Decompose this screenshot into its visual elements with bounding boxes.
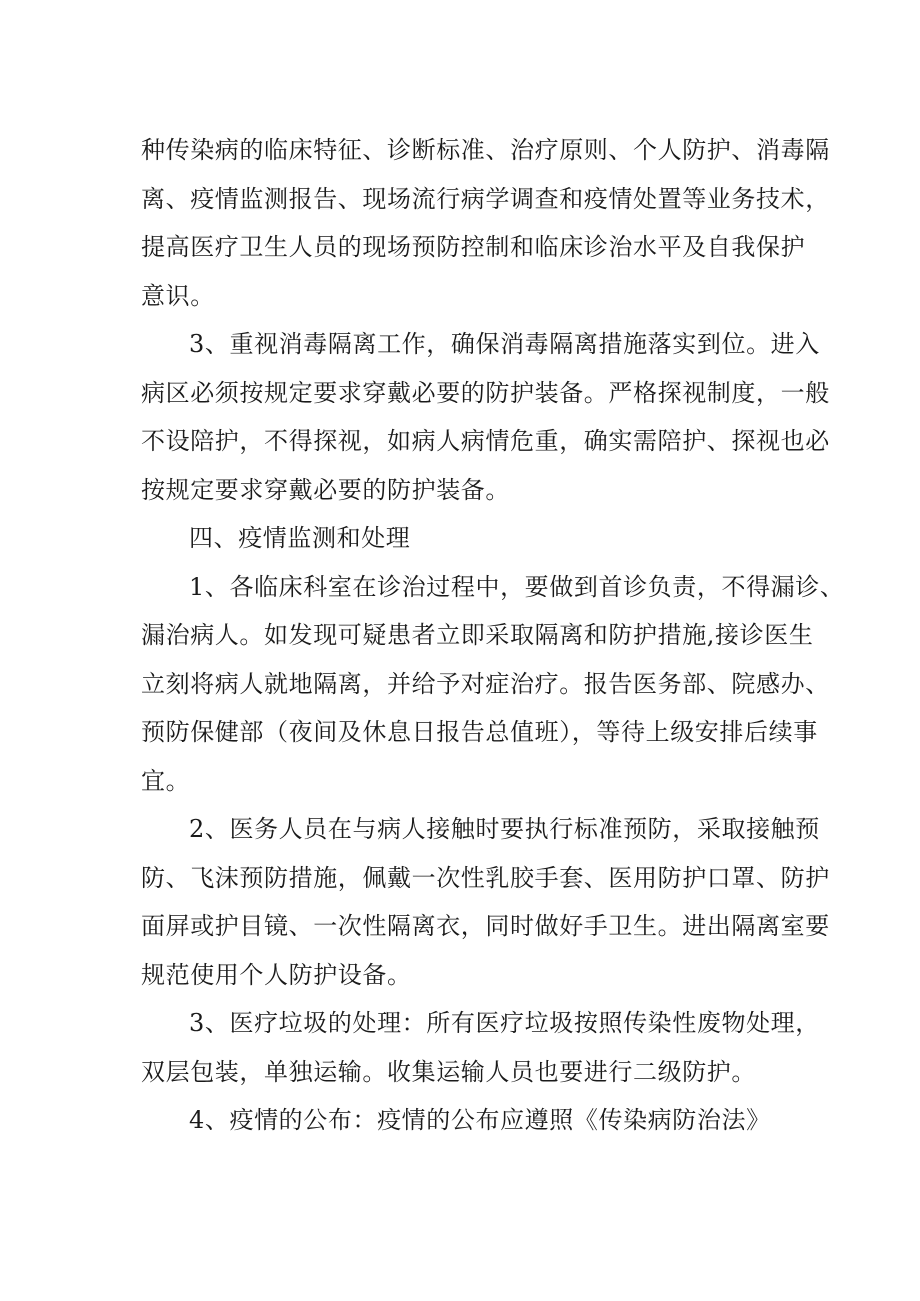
body-line: 提高医疗卫生人员的现场预防控制和临床诊治水平及自我保护 — [141, 233, 806, 261]
paragraph-first-line: 3、重视消毒隔离工作，确保消毒隔离措施落实到位。进入 — [189, 330, 820, 358]
body-line: 病区必须按规定要求穿戴必要的防护装备。严格探视制度，一般 — [141, 378, 830, 407]
body-line: 防、飞沫预防措施，佩戴一次性乳胶手套、医用防护口罩、防护 — [141, 863, 830, 892]
body-line: 规范使用个人防护设备。 — [141, 960, 412, 989]
section-heading: 四、疫情监测和处理 — [189, 524, 411, 552]
body-line: 按规定要求穿戴必要的防护装备。 — [141, 475, 510, 504]
document-body — [141, 126, 845, 1145]
paragraph-first-line: 3、医疗垃圾的处理：所有医疗垃圾按照传染性废物处理， — [189, 1009, 820, 1037]
body-line: 不设陪护，不得探视，如病人病情危重，确实需陪护、探视也必 — [141, 427, 830, 455]
body-line: 宜。 — [141, 766, 191, 795]
body-line: 立刻将病人就地隔离，并给予对症治疗。报告医务部、院感办、 — [141, 669, 830, 698]
body-line: 漏治病人。如发现可疑患者立即采取隔离和防护措施,接诊医生 — [141, 621, 814, 649]
paragraph-first-line: 1、各临床科室在诊治过程中，要做到首诊负责，不得漏诊、 — [189, 572, 845, 601]
body-line: 预防保健部（夜间及休息日报告总值班），等待上级安排后续事 — [141, 718, 818, 746]
paragraph-first-line: 4、疫情的公布：疫情的公布应遵照《传染病防治法》 — [189, 1106, 771, 1134]
body-line: 种传染病的临床特征、诊断标准、治疗原则、个人防护、消毒隔 — [141, 136, 830, 164]
paragraph-first-line: 2、医务人员在与病人接触时要执行标准预防，采取接触预 — [189, 815, 820, 843]
body-line: 离、疫情监测报告、现场流行病学调查和疫情处置等业务技术， — [141, 184, 830, 213]
body-line: 意识。 — [141, 281, 215, 310]
body-line: 面屏或护目镜、一次性隔离衣，同时做好手卫生。进出隔离室要 — [141, 912, 830, 940]
body-line: 双层包装，单独运输。收集运输人员也要进行二级防护。 — [141, 1057, 756, 1086]
